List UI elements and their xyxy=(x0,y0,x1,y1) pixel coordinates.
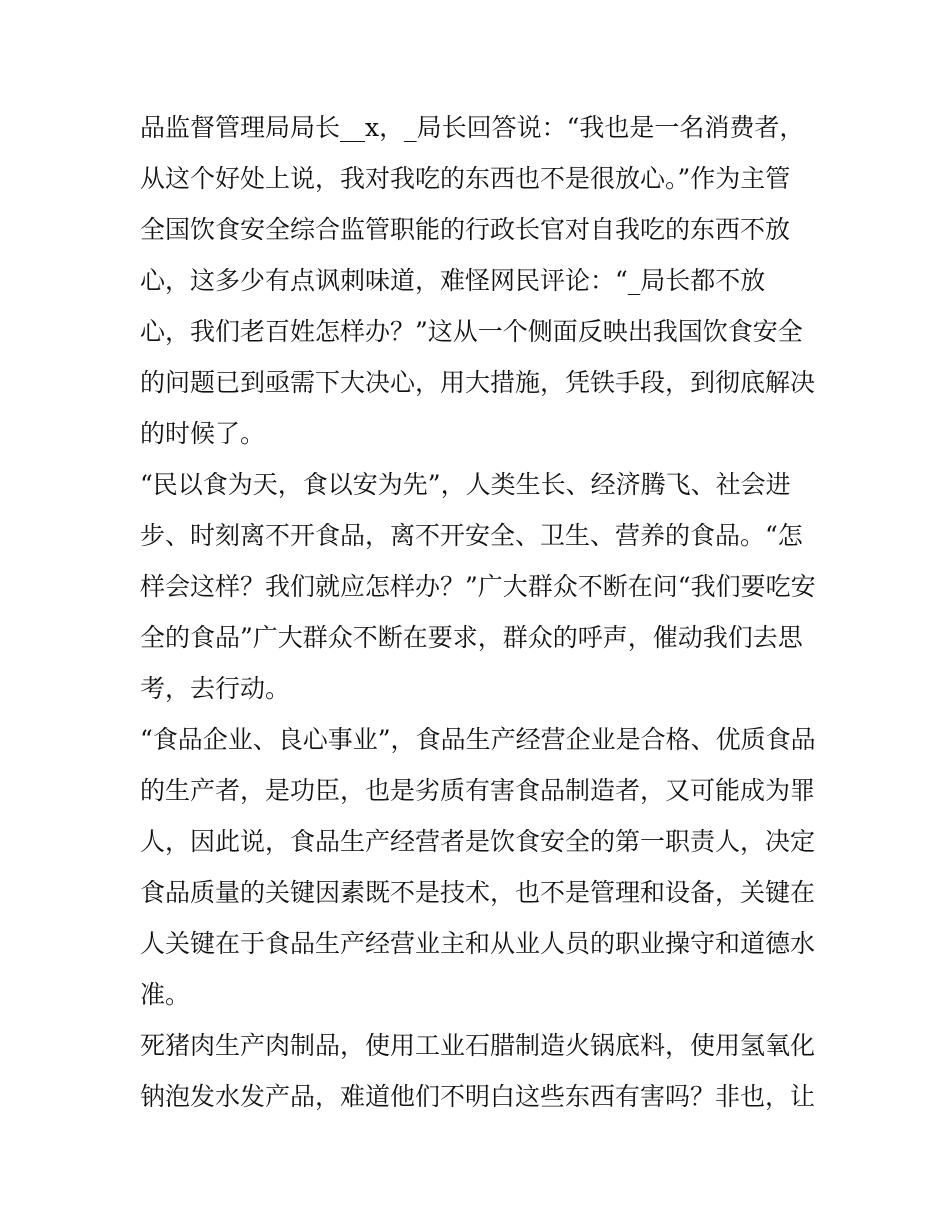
text-line: 考，去行动。 xyxy=(140,674,291,703)
text-line: 从这个好处上说，我对我吃的东西也不是很放心。”作为主管 xyxy=(140,164,791,193)
text-line: 钠泡发水发产品，难道他们不明白这些东西有害吗？非也，让 xyxy=(140,1082,816,1111)
text-line: 人，因此说，食品生产经营者是饮食安全的第一职责人，决定 xyxy=(140,827,816,856)
text-line: 心，我们老百姓怎样办？”这从一个侧面反映出我国饮食安全 xyxy=(140,317,803,346)
body-text xyxy=(140,102,820,1122)
text-line: 准。 xyxy=(140,980,191,1009)
text-line: 全国饮食安全综合监管职能的行政长官对自我吃的东西不放 xyxy=(140,215,791,244)
text-line: 步、时刻离不开食品，离不开安全、卫生、营养的食品。“怎 xyxy=(140,521,803,550)
text-line: “民以食为天，食以安为先”，人类生长、经济腾飞、社会进 xyxy=(140,470,791,499)
text-line: 品监督管理局局长__x，_局长回答说：“我也是一名消费者， xyxy=(140,113,805,142)
text-line: 食品质量的关键因素既不是技术，也不是管理和设备，关键在 xyxy=(140,878,816,907)
text-line: 死猪肉生产肉制品，使用工业石腊制造火锅底料，使用氢氧化 xyxy=(140,1031,816,1060)
text-line: 的生产者，是功臣，也是劣质有害食品制造者，又可能成为罪 xyxy=(140,776,816,805)
text-line: 全的食品”广大群众不断在要求，群众的呼声，催动我们去思 xyxy=(140,623,803,652)
text-line: 心，这多少有点讽刺味道，难怪网民评论：“_局长都不放 xyxy=(140,266,766,295)
text-line: 的时候了。 xyxy=(140,419,266,448)
text-line: 样会这样？我们就应怎样办？”广大群众不断在问“我们要吃安 xyxy=(140,572,816,601)
text-line: 的问题已到亟需下大决心，用大措施，凭铁手段，到彻底解决 xyxy=(140,368,816,397)
text-line: “食品企业、良心事业”，食品生产经营企业是合格、优质食品 xyxy=(140,725,816,754)
text-line: 人关键在于食品生产经营业主和从业人员的职业操守和道德水 xyxy=(140,929,816,958)
